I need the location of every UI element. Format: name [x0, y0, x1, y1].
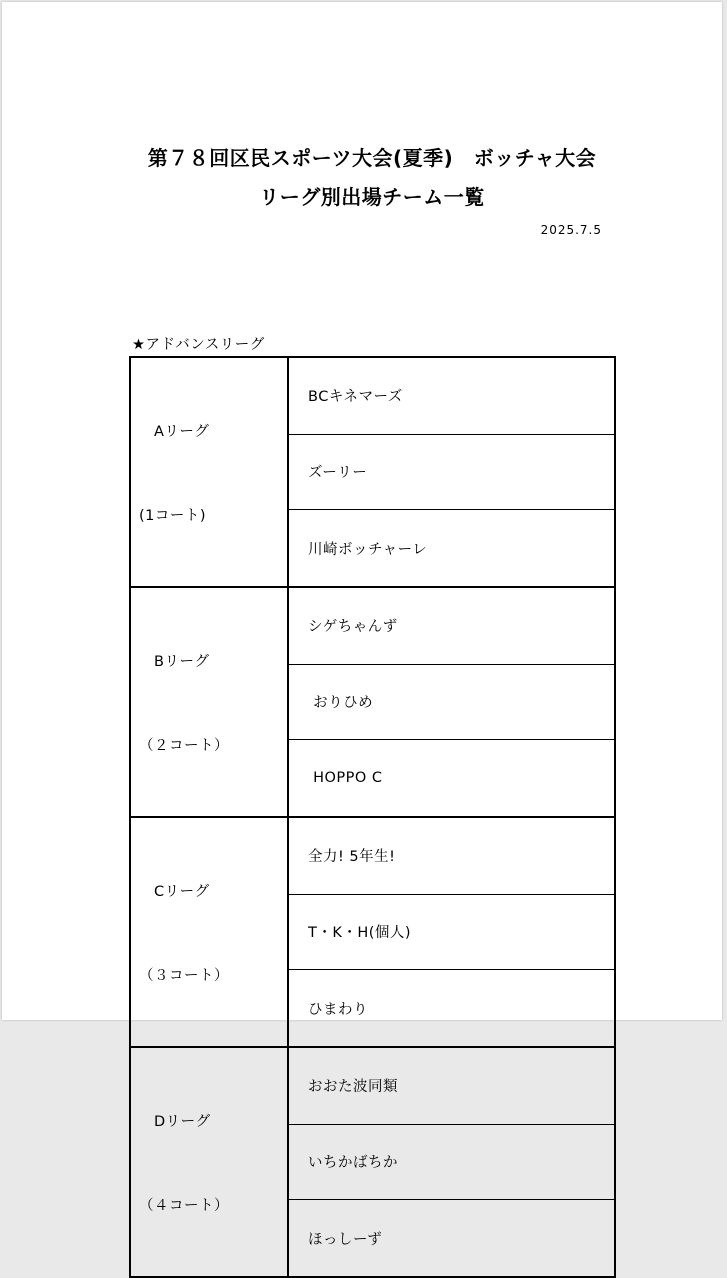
league-cell-d [130, 1047, 288, 1277]
team-cell: ほっしーず [288, 1200, 615, 1277]
document-page [2, 2, 722, 1248]
team-cell: 全力! 5年生! [288, 817, 615, 894]
league-name: Aリーグ [139, 424, 210, 440]
page-title: 第７８回区民スポーツ大会(夏季) ボッチャ大会 [147, 146, 597, 170]
league-cell-a [130, 357, 288, 587]
court-name: (1コート) [139, 508, 207, 524]
document-date: 2025.7.5 [540, 223, 602, 237]
team-cell: いちかばちか [288, 1124, 615, 1200]
table-row [130, 357, 615, 434]
table-row [130, 587, 615, 664]
league-name: Dリーグ [139, 1114, 211, 1130]
league-cell-b [130, 587, 288, 817]
court-name: （２コート） [139, 738, 229, 754]
section-heading-advance-league: ★アドバンスリーグ [132, 337, 265, 353]
team-cell: おりひめ [288, 664, 615, 740]
team-cell: T・K・H(個人) [288, 894, 615, 970]
team-cell: シゲちゃんず [288, 587, 615, 664]
table-row [130, 817, 615, 894]
league-name: Bリーグ [139, 654, 210, 670]
team-cell: BCキネマーズ [288, 357, 615, 434]
team-cell: HOPPO C [288, 740, 615, 817]
team-cell: 川崎ボッチャーレ [288, 510, 615, 587]
league-name: Cリーグ [139, 884, 210, 900]
page-subtitle: リーグ別出場チーム一覧 [259, 185, 485, 209]
court-name: （３コート） [139, 968, 229, 984]
table-row [130, 1047, 615, 1124]
team-cell: おおた波同類 [288, 1047, 615, 1124]
league-team-table [129, 356, 616, 1278]
league-cell-c [130, 817, 288, 1047]
team-cell: ズーリー [288, 434, 615, 510]
team-cell: ひまわり [288, 970, 615, 1047]
court-name: （４コート） [139, 1198, 229, 1214]
